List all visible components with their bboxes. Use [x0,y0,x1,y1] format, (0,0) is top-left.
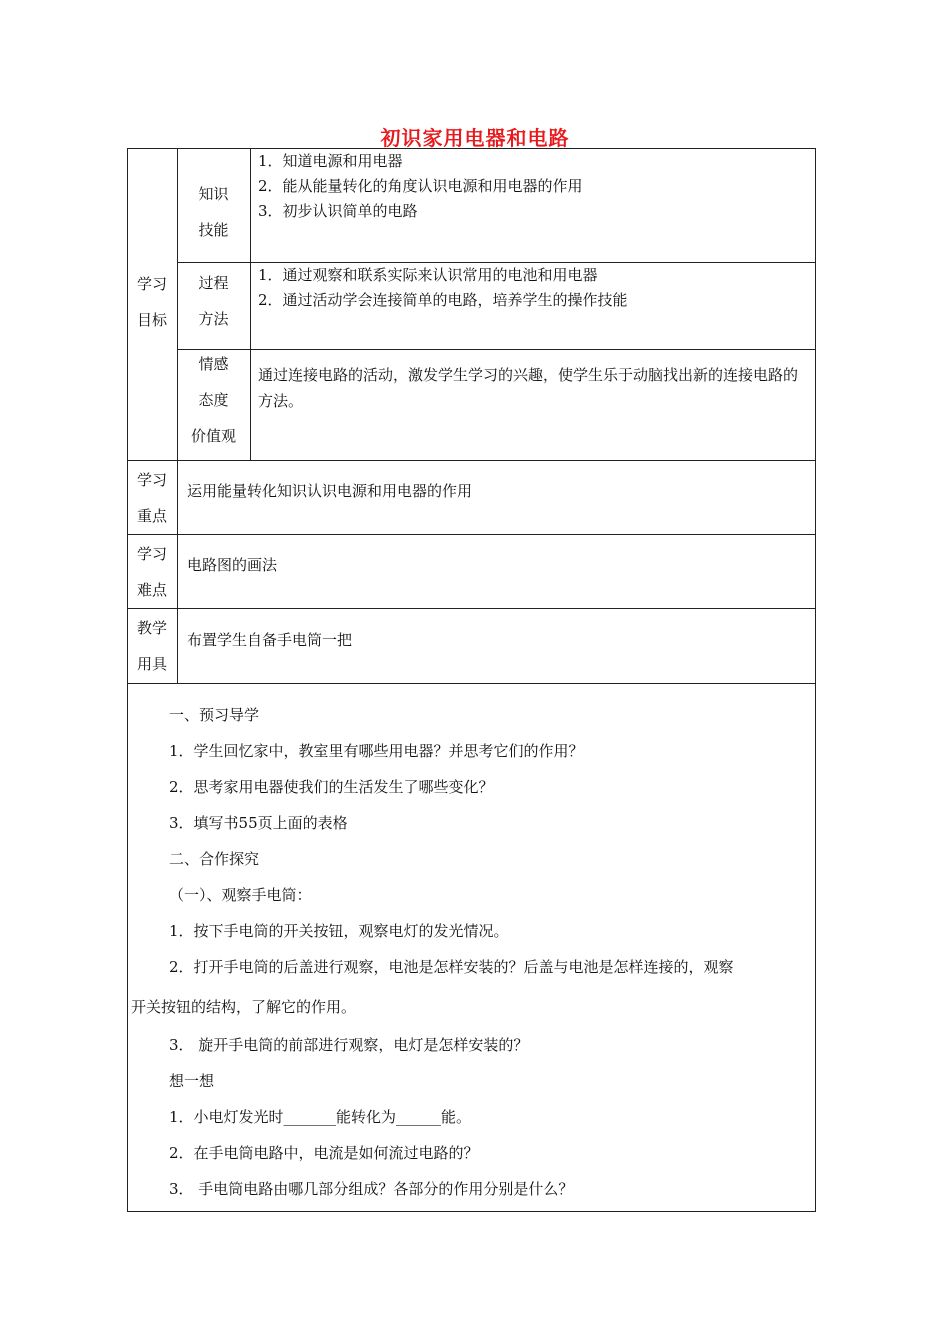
tools-label: 教学 用具 [136,619,167,673]
difficulty-text: 电路图的画法 [187,556,278,574]
knowledge-label: 知识 技能 [198,185,229,239]
objectives-label: 学习 目标 [136,275,167,329]
divider [177,349,815,350]
emotion-label: 情感 态度 价值观 [190,355,236,445]
knowledge-items [258,149,808,224]
list-item: 1．知道电源和用电器 [258,152,403,170]
subsection-heading: （一）、观察手电筒： [169,886,312,904]
section-heading: 想一想 [169,1072,215,1090]
divider [127,683,816,684]
process-items [258,263,808,313]
process-label: 过程 方法 [198,274,229,328]
divider [127,608,816,609]
emotion-text: 通过连接电路的活动，激发学生学习的兴趣，使学生乐于动脑找出新的连接电路的方法。 [258,366,799,410]
list-item: 1．小电灯发光时_______能转化为______能。 [169,1108,472,1126]
difficulty-label: 学习 难点 [136,545,167,599]
list-item: 3． 手电筒电路由哪几部分组成？各部分的作用分别是什么？ [169,1180,574,1198]
section-heading: 二、合作探究 [169,850,260,868]
list-item: 1．学生回忆家中，教室里有哪些用电器？并思考它们的作用？ [169,742,584,760]
divider [127,534,816,535]
divider [127,460,816,461]
page-title: 初识家用电器和电路 [380,126,570,150]
list-item: 2．能从能量转化的角度认识电源和用电器的作用 [258,177,583,195]
list-item: 2．通过活动学会连接简单的电路，培养学生的操作技能 [258,291,628,309]
list-item: 1．按下手电筒的开关按钮，观察电灯的发光情况。 [169,922,509,940]
tools-text: 布置学生自备手电筒一把 [187,631,353,649]
focus-label: 学习 重点 [136,471,167,525]
list-item: 2．打开手电筒的后盖进行观察，电池是怎样安装的？后盖与电池是怎样连接的，观察 [169,958,734,976]
list-item: 3．初步认识简单的电路 [258,202,418,220]
list-item: 2．在手电筒电路中，电流是如何流过电路的？ [169,1144,479,1162]
divider [250,148,251,461]
list-item: 3．填写书55页上面的表格 [169,814,348,832]
list-item: 2．思考家用电器使我们的生活发生了哪些变化？ [169,778,494,796]
focus-text: 运用能量转化知识认识电源和用电器的作用 [187,482,473,500]
list-item-continuation: 开关按钮的结构，了解它的作用。 [131,998,357,1016]
section-heading: 一、预习导学 [169,706,260,724]
list-item: 1．通过观察和联系实际来认识常用的电池和用电器 [258,266,598,284]
list-item: 3． 旋开手电筒的前部进行观察，电灯是怎样安装的？ [169,1036,529,1054]
